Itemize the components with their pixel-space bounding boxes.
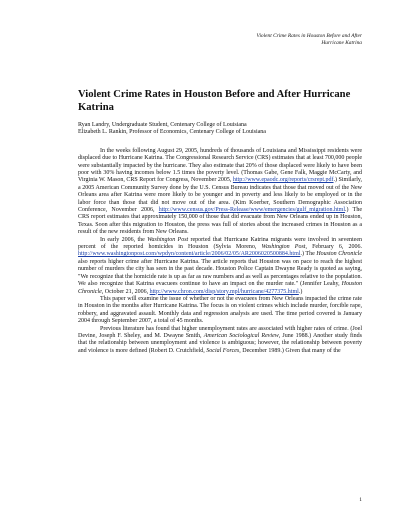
author-2: Elizabeth L. Rankin, Professor of Economics, Centenary College of Louisiana bbox=[78, 129, 266, 136]
body-text bbox=[78, 148, 362, 355]
italic-run: Houston Chronicle bbox=[316, 251, 362, 258]
text-run: .) Similarly, a 2005 American Community Survey done by the U.S. Census Bureau indicates that those that moved out of the New Orleans area after Katrina were more likely to be younger and in poverty and less likely to be employed or in the labor force than those that did not move out of the area. (Kim Koerber, Southern Demographic Association Conference, November 2006, bbox=[78, 177, 362, 214]
running-head bbox=[78, 0, 362, 47]
text-run: also reports higher crime after Hurricane Katrina. The article reports that Houston was on pace to reach the highest number of murders the city has seen in the past decade. Houston Police Captain Dwayne Ready is quoted as saying, "We recognize that the homicide rate is up as far as raw numbers and as well as percentages relative to the population. We also recognize that Katrina evacuees continue to have an impact on the murder rate." (Jennifer Leahy, bbox=[78, 258, 362, 288]
text-run: , February 6, 2006. bbox=[305, 244, 362, 251]
paragraph-3: This paper will examine the issue of whether or not the evacuees from New Orleans impacted the crime rate in Houston in the months after Hurricane Katrina. The focus is on violent crimes which include murder, forcible rape, robbery, and aggravated assault. Monthly data and regression analysis are used. The time period covered is January 2004 through September 2007, a total of 45 months. bbox=[78, 295, 362, 325]
text-run: .) The CRS report estimates that approximately 150,000 of those that did evacuate from New Orleans ended up in Houston, Texas. Soon after this migration to Houston, the press was full of stories about the increased crimes in Houston as a result of the new residents from New Orleans. bbox=[78, 207, 362, 236]
text-run: In early 2006, the bbox=[100, 236, 148, 243]
italic-run: Washington Post bbox=[147, 236, 189, 243]
text-run: , June 1988.) Another study finds that the relationship between unemployment and violence is ambiguous; however, the relationship between poverty and violence is more defined (Robert D. Crutchfield, bbox=[78, 332, 362, 354]
running-head-line-2: Hurricane Katrina bbox=[321, 40, 362, 46]
author-block bbox=[78, 122, 362, 137]
italic-run: American Sociological Review bbox=[203, 332, 279, 339]
paragraph-2 bbox=[78, 237, 362, 296]
text-run: .) The bbox=[300, 251, 317, 258]
running-head-line-1: Violent Crime Rates in Houston Before and After bbox=[256, 33, 362, 39]
page-number: 1 bbox=[359, 497, 362, 503]
italic-run: Washington Post bbox=[261, 244, 306, 251]
washington-post-link[interactable]: http://www.washingtonpost.com/wpdyn/content/article/2006/02/05/AR2006020500884.html bbox=[78, 251, 301, 258]
paper-title: Violent Crime Rates in Houston Before and After Hurricane Katrina bbox=[78, 89, 351, 113]
text-run: .) bbox=[298, 288, 303, 295]
italic-run: Houston Chronicle bbox=[78, 281, 362, 295]
text-run: reported that Hurricane Katrina migrants were involved in seventeen percent of the reported homicides in Houston (Sylvia Moreno, bbox=[78, 236, 362, 251]
houston-chronicle-link[interactable]: http://www.chron.com/disp/story.mpl/hurricane/4277375.html bbox=[149, 288, 299, 295]
text-run: In the weeks following August 29, 2005, hundreds of thousands of Louisiana and Mississippi residents were displaced due to Hurricane Katrina. The Congressional Research Service (CRS) estimates that at least 700,000 people were substantially impacted by the hurricane. They also estimate that 20% of those displaced were likely to have been poor with 30% having incomes below 1.5 times the poverty level. (Thomas Gabe, Gene Falk, Maggie McCarty, and Virginia W. Mason, CRS Report for Congress, November 2005, bbox=[78, 147, 362, 184]
author-1: Ryan Landry, Undergraduate Student, Centenary College of Louisiana bbox=[78, 122, 247, 129]
italic-run: Social Forces bbox=[206, 347, 240, 354]
crs-report-link[interactable]: http://www.epaodc.org/reports/crsrept.pdf bbox=[232, 177, 334, 184]
paragraph-4 bbox=[78, 326, 362, 356]
text-run: Previous literature has found that higher unemployment rates are associated with higher rates of crime. (Joel Devine, Joseph F. Sheley, and M. Dwayne Smith, bbox=[78, 325, 362, 339]
text-run: , October 21, 2006, bbox=[101, 288, 150, 295]
census-link[interactable]: http://www.census.gov/Press-Release/www/emergencies/gulf_migration.html bbox=[158, 207, 346, 214]
text-run: , December 1989.) Given that many of the bbox=[239, 347, 341, 354]
paragraph-1 bbox=[78, 148, 362, 237]
